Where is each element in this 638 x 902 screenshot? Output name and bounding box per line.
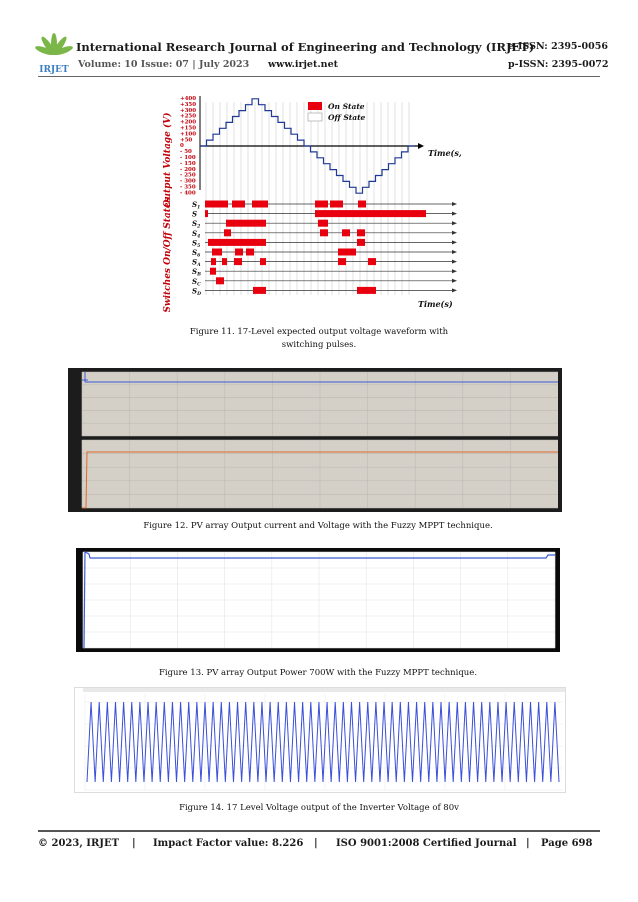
switch-on-pulse: [226, 220, 266, 227]
p-issn: p-ISSN: 2395-0072: [508, 59, 609, 70]
voltage-tick-label: - 50: [180, 149, 192, 156]
voltage-tick-label: +50: [180, 137, 193, 144]
time-label-bottom: Time(s): [418, 299, 453, 309]
irjet-logo: [34, 30, 74, 74]
voltage-tick-label: +100: [180, 131, 197, 138]
switch-on-pulse: [208, 239, 266, 246]
switch-on-pulse: [315, 210, 426, 217]
switch-on-pulse: [260, 258, 266, 265]
switch-on-pulse: [342, 229, 350, 236]
switch-label: $S_2$: [192, 219, 201, 230]
switch-label: $S_4$: [192, 228, 201, 240]
inverter-voltage-trace: [87, 702, 559, 782]
journal-title: International Research Journal of Engineering and Technology (IRJET): [76, 40, 535, 54]
switch-on-pulse: [357, 229, 365, 236]
switch-on-pulse: [222, 258, 227, 265]
switch-on-pulse: [320, 229, 328, 236]
legend-off-swatch: [308, 113, 322, 121]
figure-11: [160, 90, 470, 312]
journal-website[interactable]: www.irjet.net: [268, 59, 339, 70]
switch-label: $S_6$: [192, 248, 201, 259]
switch-on-pulse: [234, 258, 242, 265]
logo-text: IRJET: [39, 65, 69, 74]
switch-label: $S_1$: [192, 200, 201, 211]
figure-13-caption: Figure 13. PV array Output Power 700W with the Fuzzy MPPT technique.: [158, 668, 478, 678]
voltage-tick-label: +400: [180, 96, 197, 102]
footer-iso: ISO 9001:2008 Certified Journal: [336, 838, 517, 849]
switch-on-pulse: [358, 201, 366, 208]
figure-12-caption: Figure 12. PV array Output current and Voltage with the Fuzzy MPPT technique.: [143, 521, 493, 531]
footer-sep: |: [314, 838, 318, 849]
switch-on-pulse: [315, 201, 328, 208]
switch-on-pulse: [212, 249, 222, 256]
switch-on-pulse: [252, 201, 268, 208]
switch-on-pulse: [224, 229, 231, 236]
voltage-tick-labels: [180, 96, 196, 196]
switch-on-pulse: [246, 249, 254, 256]
switch-label: $S_C$: [192, 276, 201, 288]
voltage-tick-label: - 350: [180, 184, 196, 191]
footer-sep: |: [526, 838, 530, 849]
switch-states-label: Switches On/Off States: [163, 197, 173, 312]
switch-on-pulse: [232, 201, 245, 208]
switch-on-pulse: [368, 258, 376, 265]
voltage-tick-label: - 400: [180, 190, 196, 197]
switch-label: $S_D$: [192, 286, 201, 297]
volume-issue: Volume: 10 Issue: 07 | July 2023: [78, 59, 250, 70]
output-voltage-label: Output Voltage (V): [163, 112, 173, 208]
switch-on-pulse: [216, 277, 224, 284]
e-issn: e-ISSN: 2395-0056: [508, 41, 608, 52]
switch-on-pulse: [318, 220, 328, 227]
voltage-tick-label: - 250: [180, 172, 196, 179]
switch-on-pulse: [338, 249, 356, 256]
voltage-tick-label: +350: [180, 101, 197, 108]
legend-on-label: On State: [328, 102, 365, 111]
leaf-logo-icon: [34, 30, 74, 74]
voltage-tick-label: - 300: [180, 178, 196, 185]
figure-11-caption-line1: Figure 11. 17-Level expected output voltage waveform with: [189, 327, 449, 337]
voltage-tick-label: +250: [180, 113, 197, 120]
switch-on-pulse: [205, 210, 208, 217]
figure-14: [74, 687, 566, 793]
voltage-tick-label: +150: [180, 125, 197, 132]
switch-on-pulse: [235, 249, 243, 256]
voltage-tick-label: +300: [180, 107, 197, 114]
switch-on-pulse: [205, 201, 228, 208]
voltage-tick-label: - 200: [180, 166, 196, 173]
time-label-top: Time(s,: [428, 148, 462, 158]
switch-on-pulse: [253, 287, 266, 294]
figure-11-caption-line2: switching pulses.: [281, 340, 357, 350]
footer-copyright: © 2023, IRJET: [38, 838, 120, 849]
switch-on-pulse: [357, 239, 365, 246]
switch-label: $S_5$: [192, 238, 201, 249]
switch-on-pulse: [330, 201, 343, 208]
switch-on-pulse: [210, 268, 216, 275]
figure-12: [68, 368, 562, 512]
switch-on-pulse: [211, 258, 216, 265]
switch-label: $S_B$: [192, 267, 201, 278]
figure-11-caption: [150, 326, 488, 352]
footer-sep: |: [132, 838, 136, 849]
figure-14-caption: Figure 14. 17 Level Voltage output of the Inverter Voltage of 80v: [179, 803, 459, 813]
switch-on-pulse: [338, 258, 346, 265]
voltage-tick-label: +200: [180, 119, 197, 126]
header-rule: [38, 76, 600, 77]
footer-page: Page 698: [541, 838, 593, 849]
legend-on-swatch: [308, 102, 322, 110]
legend-off-label: Off State: [328, 113, 366, 122]
switch-label: $S_A$: [192, 257, 201, 269]
switch-on-pulse: [357, 287, 376, 294]
voltage-tick-label: - 100: [180, 155, 196, 161]
footer-rule: [38, 830, 600, 832]
switch-label: S: [192, 209, 198, 219]
figure-13: [76, 548, 560, 652]
voltage-tick-label: 0: [180, 143, 184, 150]
voltage-tick-label: - 150: [180, 160, 196, 167]
footer-impact: Impact Factor value: 8.226: [153, 838, 304, 849]
